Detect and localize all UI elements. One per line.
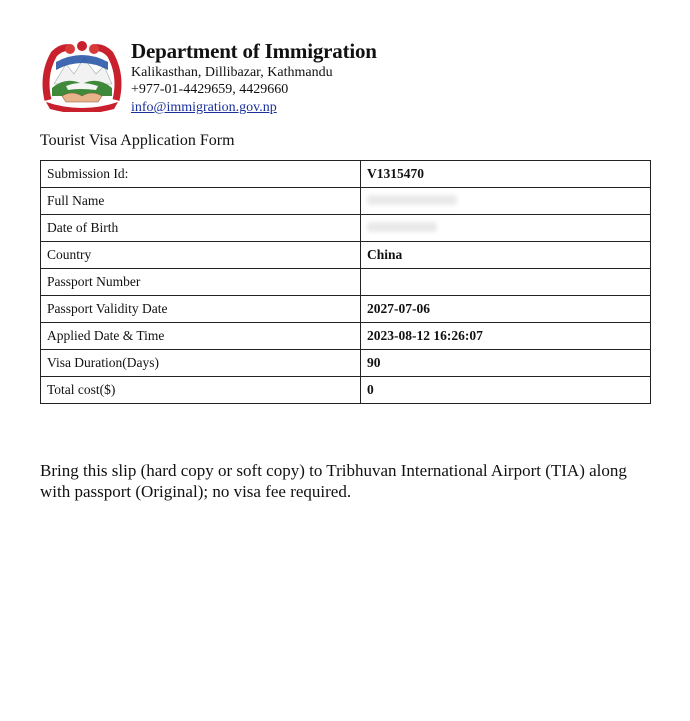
- row-value: 2027-07-06: [361, 296, 651, 323]
- row-value: 90: [361, 350, 651, 377]
- organization-address: Kalikasthan, Dillibazar, Kathmandu: [131, 65, 333, 80]
- row-label: Submission Id:: [41, 161, 361, 188]
- row-value: China: [361, 242, 651, 269]
- table-row: [41, 215, 651, 242]
- application-details-table: [40, 160, 651, 404]
- instruction-note: Bring this slip (hard copy or soft copy) to Tribhuvan International Airport (TIA) along with passport (Original); no visa fee required.: [40, 461, 627, 501]
- organization-email-link[interactable]: info@immigration.gov.np: [131, 100, 277, 115]
- table-row: [41, 161, 651, 188]
- row-value: V1315470: [361, 161, 651, 188]
- row-label: Passport Number: [41, 269, 361, 296]
- row-value-redacted: [361, 188, 651, 215]
- row-label: Applied Date & Time: [41, 323, 361, 350]
- form-title: Tourist Visa Application Form: [40, 132, 235, 149]
- organization-phone: +977-01-4429659, 4429660: [131, 82, 289, 97]
- row-label: Visa Duration(Days): [41, 350, 361, 377]
- table-row: [41, 188, 651, 215]
- organization-info: [131, 38, 377, 116]
- row-label: Date of Birth: [41, 215, 361, 242]
- row-value-redacted: [361, 269, 651, 296]
- row-label: Full Name: [41, 188, 361, 215]
- row-value: 0: [361, 377, 651, 404]
- row-label: Total cost($): [41, 377, 361, 404]
- document-header: [40, 38, 660, 118]
- row-label: Country: [41, 242, 361, 269]
- row-value-redacted: [361, 215, 651, 242]
- nepal-emblem-icon: [40, 40, 124, 112]
- organization-title: Department of Immigration: [131, 39, 377, 63]
- table-row: [41, 350, 651, 377]
- table-row: [41, 242, 651, 269]
- table-row: [41, 296, 651, 323]
- row-value: 2023-08-12 16:26:07: [361, 323, 651, 350]
- row-label: Passport Validity Date: [41, 296, 361, 323]
- table-row: [41, 377, 651, 404]
- table-row: [41, 269, 651, 296]
- table-row: [41, 323, 651, 350]
